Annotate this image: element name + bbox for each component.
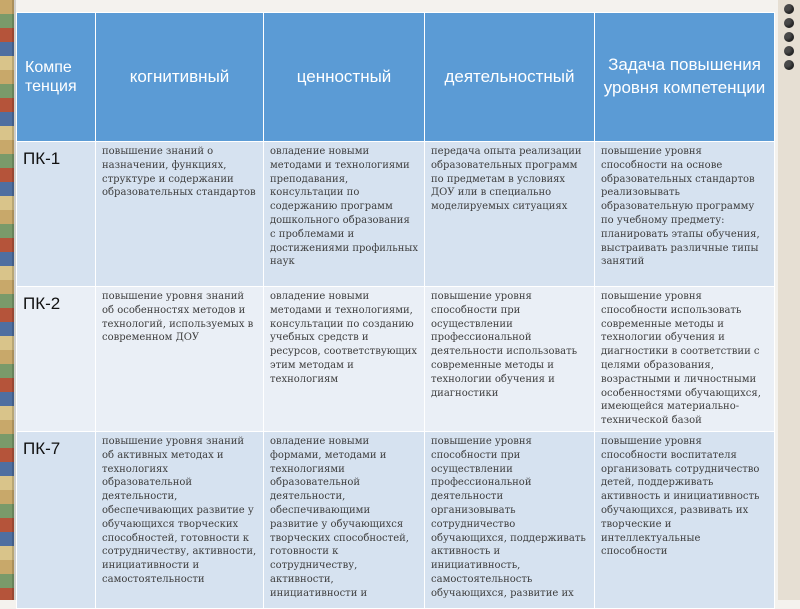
bead-icon xyxy=(784,32,794,42)
task-cell: повышение уровня способности использовать современные методы и технологии обучения и диагностики в соответствии с целями образования, возрастными и личностными особенностями обучающихся, имеющейся материально-технической базой xyxy=(595,287,775,432)
bead-icon xyxy=(784,60,794,70)
header-task: Задача повышения уровня компетенции xyxy=(595,13,775,142)
left-decorative-border xyxy=(0,0,14,600)
table-row xyxy=(17,431,775,608)
cognitive-cell: повышение уровня знаний об активных методах и технологиях образовательной деятельности, обеспечивающих развитие у обучающихся творческих способностей, готовности к сотрудничеству, активности, инициативности и самостоятельности xyxy=(96,431,264,608)
header-cognitive: когнитивный xyxy=(96,13,264,142)
bead-icon xyxy=(784,4,794,14)
value-cell: овладение новыми методами и технологиями, консультации по созданию учебных средств и ресурсов, соответствующих этим методам и технологиям xyxy=(264,287,425,432)
cognitive-cell: повышение знаний о назначении, функциях, структуре и содержании образовательных стандартов xyxy=(96,142,264,287)
competence-code: ПК-1 xyxy=(17,142,96,287)
header-row xyxy=(17,13,775,142)
activity-cell: повышение уровня способности при осуществлении профессиональной деятельности организовывать сотрудничество обучающихся, поддерживать активность и инициативность, самостоятельность обучающихся, развитие их xyxy=(425,431,595,608)
header-competence: Компе тенция xyxy=(17,13,96,142)
task-cell: повышение уровня способности воспитателя организовать сотрудничество детей, поддерживать активность и инициативность обучающихся, развивать их творческие и интеллектуальные способности xyxy=(595,431,775,608)
table-row xyxy=(17,142,775,287)
table-row xyxy=(17,287,775,432)
competence-table xyxy=(16,12,775,609)
right-decorative-border xyxy=(778,0,800,600)
bead-icon xyxy=(784,46,794,56)
competence-code: ПК-2 xyxy=(17,287,96,432)
cognitive-cell: повышение уровня знаний об особенностях методов и технологий, используемых в современном ДОУ xyxy=(96,287,264,432)
bead-icon xyxy=(784,18,794,28)
header-value: ценностный xyxy=(264,13,425,142)
value-cell: овладение новыми формами, методами и технологиями образовательной деятельности, обеспечивающими развитие у обучающихся творческих способностей, готовности к сотрудничеству, активности, инициативности и xyxy=(264,431,425,608)
task-cell: повышение уровня способности на основе образовательных стандартов реализовывать образовательную программу по учебному предмету: планировать этапы обучения, выстраивать различные типы занятий xyxy=(595,142,775,287)
header-activity: деятельностный xyxy=(425,13,595,142)
activity-cell: передача опыта реализации образовательных программ по предметам в условиях ДОУ или в специально моделируемых ситуациях xyxy=(425,142,595,287)
activity-cell: повышение уровня способности при осуществлении профессиональной деятельности использовать современные методы и технологии обучения и диагностики xyxy=(425,287,595,432)
value-cell: овладение новыми методами и технологиями преподавания, консультации по содержанию программ дошкольного образования с проблемами и достижениями профильных наук xyxy=(264,142,425,287)
competence-code: ПК-7 xyxy=(17,431,96,608)
